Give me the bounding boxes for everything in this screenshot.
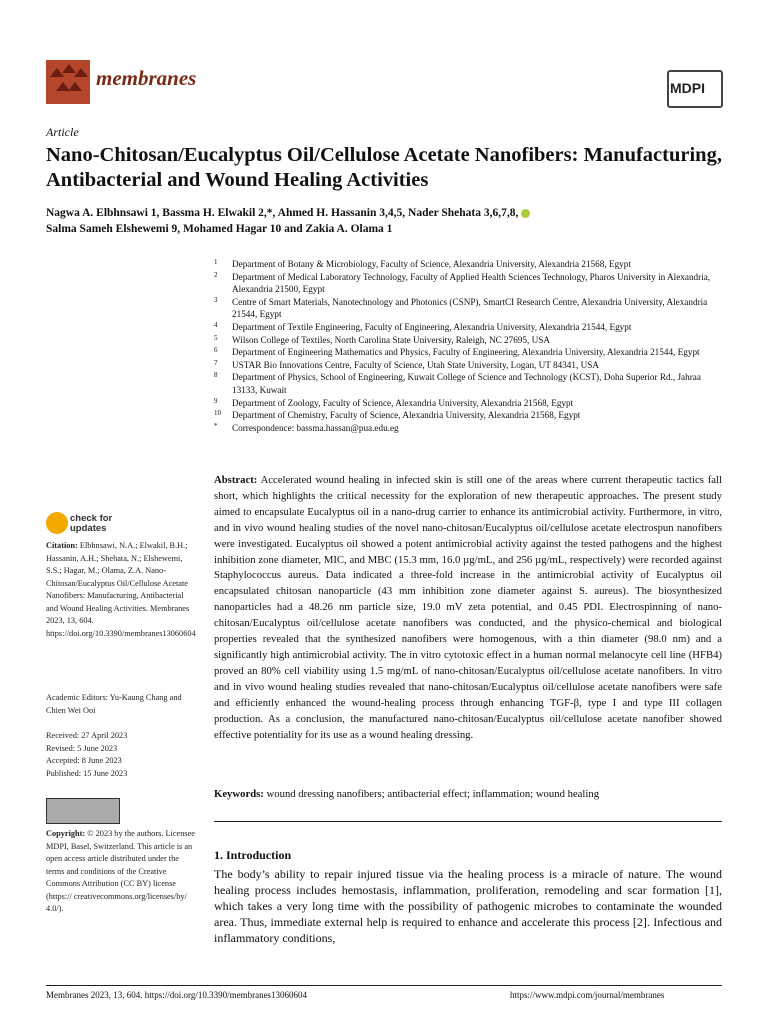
affiliation-item <box>214 321 724 334</box>
journal-name: membranes <box>96 66 197 90</box>
affiliation-item <box>214 409 724 422</box>
affiliation-number: 5 <box>214 333 218 342</box>
authors-text-1: Nagwa A. Elbhnsawi 1, Bassma H. Elwakil 2,*, Ahmed H. Hassanin 3,4,5, Nader Shehata 3,6,7,8, <box>46 207 519 219</box>
page-title: Nano-Chitosan/Eucalyptus Oil/Cellulose Acetate Nanofibers: Manufacturing, Antibacterial and Wound Healing Activities <box>46 144 722 191</box>
correspondence-text: Correspondence: bassma.hassan@pua.edu.eg <box>232 422 399 433</box>
affiliation-text: Wilson College of Textiles, North Carolina State University, Raleigh, NC 27695, USA <box>232 334 550 345</box>
citation-block <box>46 540 196 640</box>
check-updates-line2: updates <box>70 523 107 534</box>
affiliation-item <box>214 346 724 359</box>
logo-shape <box>68 82 82 91</box>
abstract-label: Abstract: <box>214 474 258 486</box>
authors-line-2: Salma Sameh Elshewemi 9, Mohamed Hagar 10 and Zakia A. Olama 1 <box>46 223 393 235</box>
affiliation-text: Centre of Smart Materials, Nanotechnology and Photonics (CSNP), SmartCI Research Centre, Alexandria University, Alexandria 21544, Egypt <box>232 296 708 320</box>
author-list <box>46 205 726 237</box>
date-received: Received: 27 April 2023 <box>46 731 128 740</box>
affiliation-text: Department of Engineering Mathematics and Physics, Faculty of Engineering, Alexandria University, Alexandria 21544, Egypt <box>232 347 700 358</box>
affiliation-number: 8 <box>214 371 218 380</box>
date-revised: Revised: 5 June 2023 <box>46 743 118 753</box>
check-updates-icon <box>46 512 68 534</box>
orcid-icon[interactable] <box>521 209 530 218</box>
keywords <box>214 788 722 800</box>
intro-paragraph: The body’s ability to repair injured tissue via the healing process is a miracle of nature. The wound healing process includes hemostasis, inflammation, proliferation, remodeling and scar formation [1], which takes a very long time with the possibility of pathogenic microbes to contaminate the wounded area. Thus, immediate external help is required to enhance and accelerate this process [2]. Infectious and inflammatory conditions, <box>214 867 722 945</box>
check-updates-line1: check for <box>70 513 113 524</box>
footer-journal-link[interactable]: https://www.mdpi.com/journal/membranes <box>510 990 665 1000</box>
affiliation-text: Department of Medical Laboratory Technology, Faculty of Applied Health Sciences Technology, Pharos University in Alexandria, Alexandria 21500, Egypt <box>232 271 711 295</box>
footer-citation[interactable]: Membranes 2023, 13, 604. https://doi.org/10.3390/membranes13060604 <box>46 990 308 1000</box>
affiliation-item <box>214 422 724 435</box>
affiliation-number: 10 <box>214 409 221 418</box>
copyright-text: © 2023 by the authors. Licensee MDPI, Basel, Switzerland. This article is an open access article distributed under the terms and conditions of the Creative Commons Attribution (CC BY) license (https:// creativecommons.org/licenses/by/ 4.0/). <box>46 829 195 913</box>
abstract <box>214 473 722 743</box>
affiliation-number: 2 <box>214 270 218 279</box>
affiliation-text: Department of Chemistry, Faculty of Science, Alexandria University, Alexandria 21568, Egypt <box>232 410 581 421</box>
affiliations <box>214 258 724 434</box>
affiliation-text: Department of Botany & Microbiology, Faculty of Science, Alexandria University, Alexandria 21568, Egypt <box>232 259 631 269</box>
affiliation-number: 4 <box>214 320 218 329</box>
keywords-label: Keywords: <box>214 788 264 800</box>
copyright-block <box>46 828 196 916</box>
affiliation-item <box>214 359 724 372</box>
citation-text: Elbhnsawi, N.A.; Elwakil, B.H.; Hassanin, A.H.; Shehata, N.; Elshewemi, S.S.; Hagar, M.; Olama, Z.A. Nano-Chitosan/Eucalyptus Oil/Cellulose Acetate Nanofibers: Manufacturing, Antibacterial and Wound Healing Activities. Membranes 2023, 13, 604. https://doi.org/10.3390/membranes13060604 <box>46 541 196 638</box>
affiliation-item <box>214 334 724 347</box>
section-heading: 1. Introduction <box>214 848 292 862</box>
journal-logo-icon <box>46 60 90 104</box>
logo-shape <box>74 68 88 77</box>
affiliation-number: 7 <box>214 358 218 367</box>
date-accepted: Accepted: 8 June 2023 <box>46 756 122 765</box>
affiliation-item <box>214 371 724 396</box>
citation-label: Citation: <box>46 541 78 550</box>
affiliation-item <box>214 296 724 321</box>
abstract-text: Accelerated wound healing in infected skin is still one of the areas where current therapeutic tactics fall short, which highlights the critical necessity for the exploration of new therapeutic approaches. The present study aimed to encapsulate Eucalyptus oil in a nano-drug carrier to enhance its antimicrobial activity. Furthermore, in vitro, and in vivo wound healing studies of the novel nano-chitosan/Eucalyptus oil/cellulose acetate electrospun nanofibers were investigated. Eucalyptus oil showed a potent antimicrobial activity against the tested pathogens and the highest inhibition zone diameter, MIC, and MBC (15.3 mm, 16.0 µg/mL, and 256 µg/mL, respectively) were recorded against Staphylococcus aureus. Data indicated a three-fold increase in the antimicrobial activity of Eucalyptus oil encapsulated chitosan nanoparticle (43 mm inhibition zone diameter against S. aureus). The biosynthesized nanoparticles had a 48.26 nm particle size, 19.0 mV zeta potential, and 0.45 PDI. Electrospinning of nano-chitosan/Eucalyptus oil/cellulose acetate nanofibers was conducted, and the physico-chemical and biological properties revealed that the synthesized nanofibers were homogenous, with a thin diameter (98.0 nm) and a significantly high antimicrobial activity. The in vitro cytotoxic effect in a human normal melanocyte cell line (HFB4) proved an 80% cell viability using 1.5 mg/mL of nano-chitosan/Eucalyptus oil/cellulose acetate nanofibers. In vitro and in vivo wound healing studies revealed that nano-chitosan/Eucalyptus oil/cellulose acetate nanofibers were safe and efficiently enhanced the wound-healing process through enhancing TGF-β, type I and type III collagen production. As a conclusion, the manufactured nano-chitosan/Eucalyptus oil/cellulose acetate nanofiber showed effective potentiality for its use as a wound healing dressing. <box>214 474 722 741</box>
keywords-text: wound dressing nanofibers; antibacterial effect; inflammation; wound healing <box>266 788 600 800</box>
check-updates-text[interactable] <box>70 514 112 534</box>
section-divider <box>214 821 722 822</box>
affiliation-item <box>214 397 724 410</box>
copyright-label: Copyright: <box>46 829 86 838</box>
affiliation-text: Department of Textile Engineering, Faculty of Engineering, Alexandria University, Alexandria 21544, Egypt <box>232 321 632 332</box>
affiliation-text: Department of Physics, School of Engineering, Kuwait College of Science and Technology (KCST), Doha Superior Rd., Jahraa 13133, Kuwait <box>232 372 701 395</box>
affiliation-text: USTAR Bio Innovations Centre, Faculty of Science, Utah State University, Logan, UT 84341, USA <box>232 359 599 370</box>
affiliation-text: Department of Zoology, Faculty of Science, Alexandria University, Alexandria 21568, Egypt <box>232 397 574 408</box>
academic-editors: Academic Editors: Yu-Kaung Chang and Chien Wei Ooi <box>46 693 182 715</box>
authors-line-1 <box>46 205 726 221</box>
publication-dates <box>46 730 196 780</box>
affiliation-number: 9 <box>214 396 218 405</box>
affiliation-number: 6 <box>214 346 218 355</box>
cc-license-icon[interactable] <box>46 798 120 824</box>
affiliation-number: * <box>214 421 218 430</box>
date-published: Published: 15 June 2023 <box>46 768 128 778</box>
article-type: Article <box>46 125 79 139</box>
footer-divider <box>46 985 722 986</box>
affiliation-item <box>214 271 724 296</box>
affiliation-number: 3 <box>214 295 218 304</box>
affiliation-number: 1 <box>214 258 218 266</box>
affiliation-item <box>214 258 724 271</box>
publisher-name: MDPI <box>670 80 705 96</box>
